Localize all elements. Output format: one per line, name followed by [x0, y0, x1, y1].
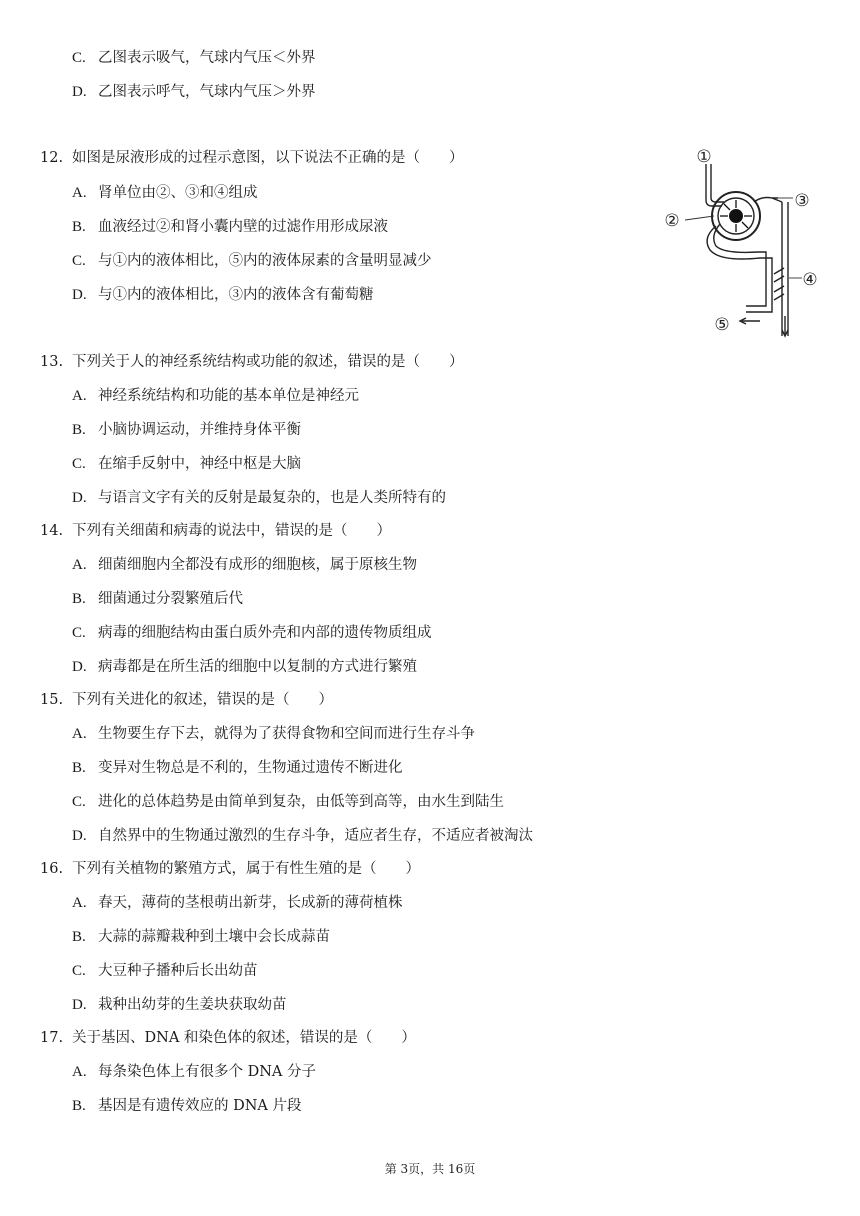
question-14-option-b — [72, 589, 243, 609]
question-16-option-c — [72, 961, 258, 981]
question-17-option-b — [72, 1096, 302, 1116]
question-17-option-a — [72, 1062, 316, 1082]
question-15-option-d — [72, 826, 533, 846]
option-label: B. — [72, 760, 86, 776]
question-16-option-a — [72, 893, 403, 913]
option-label: C. — [72, 456, 86, 472]
option-text: 春天，薄荷的茎根萌出新芽，长成新的薄荷植株 — [98, 895, 403, 911]
option-text: 与语言文字有关的反射是最复杂的，也是人类所特有的 — [98, 490, 446, 506]
option-text: 生物要生存下去，就得为了获得食物和空间而进行生存斗争 — [98, 726, 475, 742]
question-12-option-c — [72, 251, 432, 271]
option-text: 病毒的细胞结构由蛋白质外壳和内部的遗传物质组成 — [98, 625, 432, 641]
option-label: D. — [72, 997, 87, 1013]
option-text: 进化的总体趋势是由简单到复杂，由低等到高等，由水生到陆生 — [98, 794, 504, 810]
question-text: 下列有关细菌和病毒的说法中，错误的是（ ） — [72, 523, 391, 539]
option-label: B. — [72, 929, 86, 945]
question-16-option-b — [72, 927, 330, 947]
option-d-prev — [72, 82, 316, 102]
option-text: 大蒜的蒜瓣栽种到土壤中会长成蒜苗 — [98, 929, 330, 945]
option-label: D. — [72, 659, 87, 675]
option-label: C. — [72, 253, 86, 269]
option-label: D. — [72, 287, 87, 303]
option-c-prev — [72, 48, 316, 68]
question-13-option-b — [72, 420, 301, 440]
option-label: A. — [72, 388, 87, 404]
question-12-stem — [40, 148, 464, 168]
option-text: 与①内的液体相比，③内的液体含有葡萄糖 — [98, 287, 374, 303]
question-number: 12. — [40, 150, 64, 166]
option-label: A. — [72, 557, 87, 573]
question-15-option-a — [72, 724, 475, 744]
option-label: B. — [72, 1098, 86, 1114]
question-12-option-d — [72, 285, 374, 305]
label-3: ③ — [794, 191, 810, 211]
option-text: 变异对生物总是不利的，生物通过遗传不断进化 — [98, 760, 403, 776]
question-number: 16. — [40, 861, 64, 877]
option-label: A. — [72, 895, 87, 911]
label-1: ① — [696, 147, 712, 167]
question-17-stem — [40, 1028, 416, 1048]
question-14-option-c — [72, 623, 432, 643]
option-label: C. — [72, 794, 86, 810]
option-text: 栽种出幼芽的生姜块获取幼苗 — [98, 997, 287, 1013]
option-text: 乙图表示吸气，气球内气压＜外界 — [98, 50, 316, 66]
option-label: B. — [72, 591, 86, 607]
option-label: B. — [72, 422, 86, 438]
question-16-option-d — [72, 995, 287, 1015]
option-label: D. — [72, 490, 87, 506]
option-text: 肾单位由②、③和④组成 — [98, 185, 258, 201]
option-text: 基因是有遗传效应的 DNA 片段 — [98, 1098, 302, 1114]
page-footer: 第 3页，共 16页 — [384, 1162, 476, 1176]
option-label: B. — [72, 219, 86, 235]
option-text: 与①内的液体相比，⑤内的液体尿素的含量明显减少 — [98, 253, 432, 269]
option-label: D. — [72, 84, 87, 100]
option-label: C. — [72, 50, 86, 66]
question-number: 13. — [40, 354, 64, 370]
option-label: A. — [72, 726, 87, 742]
question-15-stem — [40, 690, 333, 710]
question-15-option-c — [72, 792, 504, 812]
question-13-option-a — [72, 386, 359, 406]
option-text: 自然界中的生物通过激烈的生存斗争，适应者生存，不适应者被淘汰 — [98, 828, 533, 844]
option-text: 乙图表示呼气，气球内气压＞外界 — [98, 84, 316, 100]
option-text: 病毒都是在所生活的细胞中以复制的方式进行繁殖 — [98, 659, 417, 675]
label-5: ⑤ — [714, 315, 730, 335]
option-label: C. — [72, 963, 86, 979]
question-14-stem — [40, 521, 391, 541]
option-text: 大豆种子播种后长出幼苗 — [98, 963, 258, 979]
question-15-option-b — [72, 758, 403, 778]
question-number: 17. — [40, 1030, 64, 1046]
question-13-stem — [40, 352, 464, 372]
question-14-option-d — [72, 657, 417, 677]
option-label: A. — [72, 185, 87, 201]
label-2: ② — [664, 211, 680, 231]
question-text: 下列有关植物的繁殖方式，属于有性生殖的是（ ） — [72, 861, 420, 877]
question-text: 关于基因、DNA 和染色体的叙述，错误的是（ ） — [72, 1030, 416, 1046]
question-12-option-a — [72, 183, 258, 203]
question-text: 下列有关进化的叙述，错误的是（ ） — [72, 692, 333, 708]
option-text: 小脑协调运动，并维持身体平衡 — [98, 422, 301, 438]
option-text: 血液经过②和肾小囊内壁的过滤作用形成尿液 — [98, 219, 388, 235]
label-4: ④ — [802, 270, 818, 290]
option-text: 每条染色体上有很多个 DNA 分子 — [98, 1064, 317, 1080]
option-label: D. — [72, 828, 87, 844]
question-12-option-b — [72, 217, 388, 237]
question-text: 下列关于人的神经系统结构或功能的叙述，错误的是（ ） — [72, 354, 464, 370]
question-14-option-a — [72, 555, 417, 575]
option-label: C. — [72, 625, 86, 641]
question-13-option-c — [72, 454, 301, 474]
question-number: 15. — [40, 692, 64, 708]
option-text: 细菌细胞内全都没有成形的细胞核，属于原核生物 — [98, 557, 417, 573]
option-label: A. — [72, 1064, 87, 1080]
question-13-option-d — [72, 488, 446, 508]
question-text: 如图是尿液形成的过程示意图，以下说法不正确的是（ ） — [72, 150, 464, 166]
nephron-diagram — [650, 140, 825, 340]
option-text: 神经系统结构和功能的基本单位是神经元 — [98, 388, 359, 404]
option-text: 在缩手反射中，神经中枢是大脑 — [98, 456, 301, 472]
question-16-stem — [40, 859, 420, 879]
question-number: 14. — [40, 523, 64, 539]
option-text: 细菌通过分裂繁殖后代 — [98, 591, 243, 607]
